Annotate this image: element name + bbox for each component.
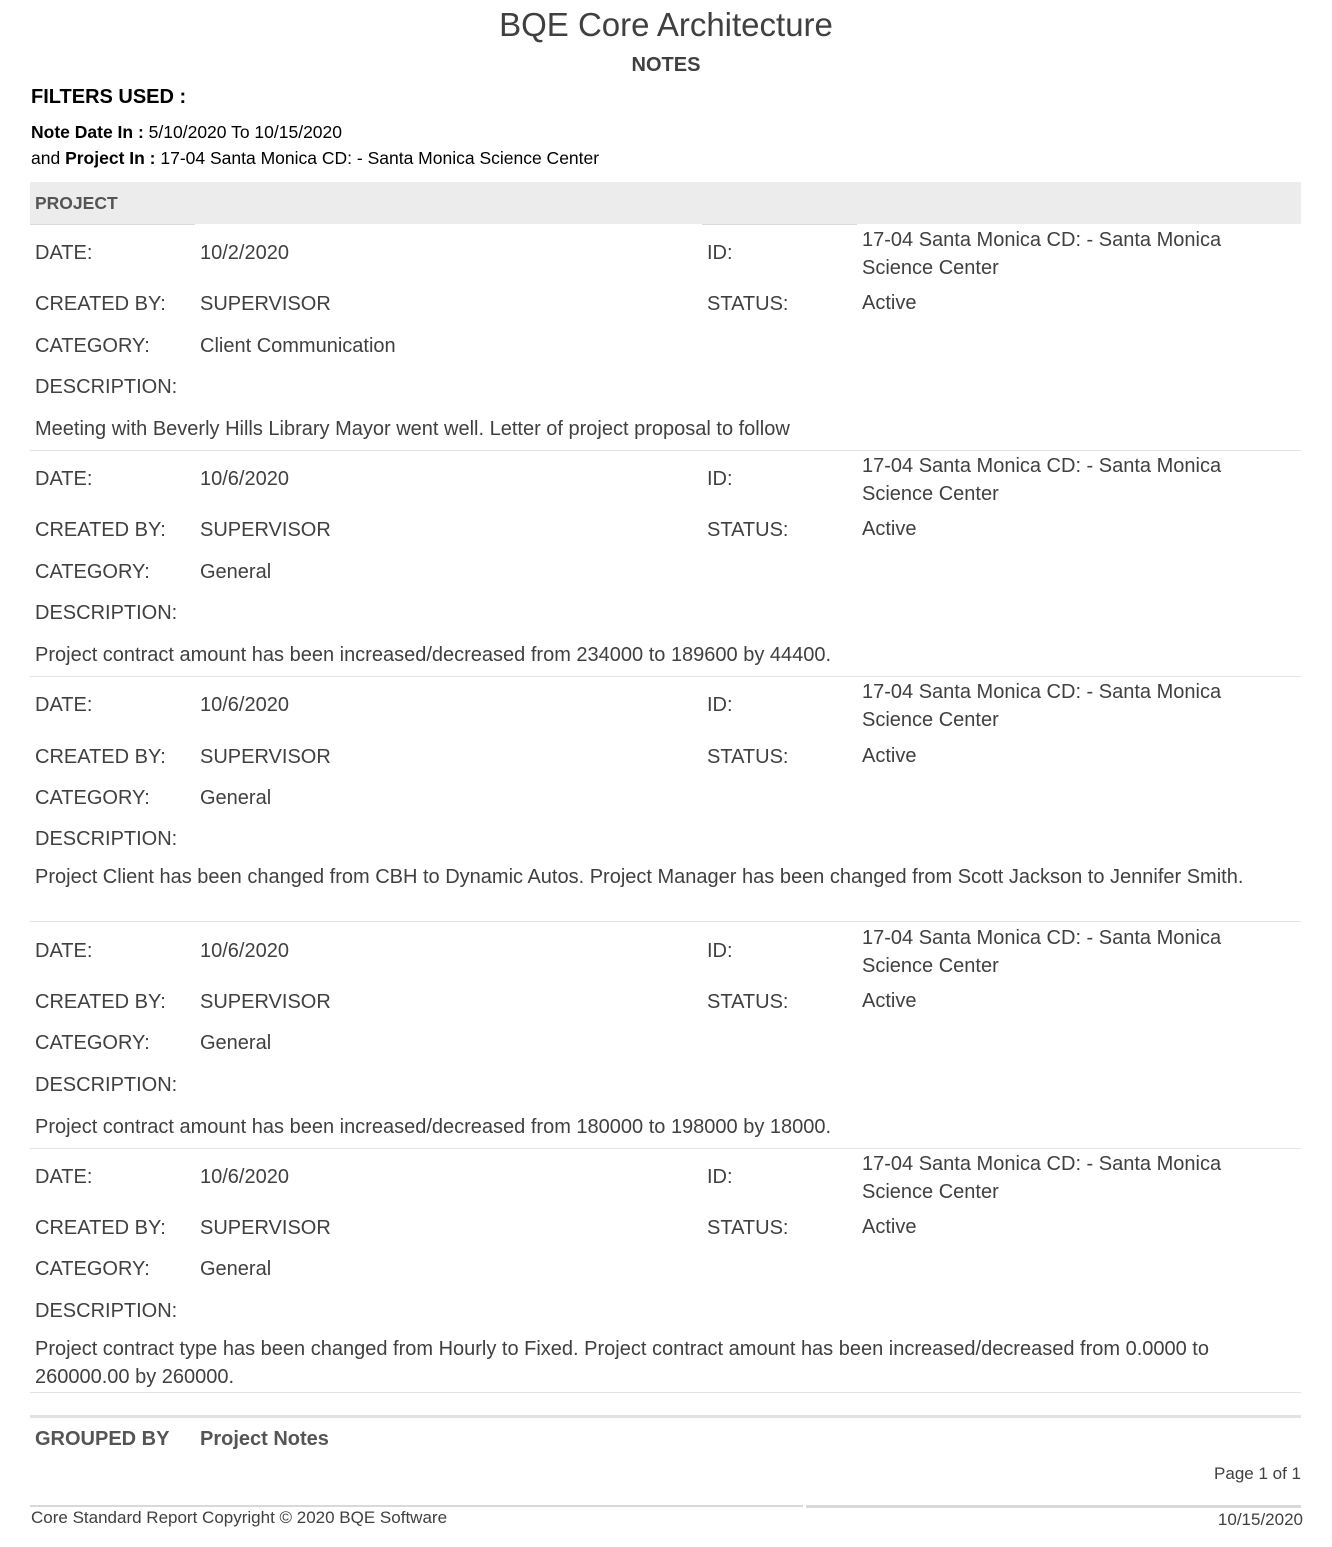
id-value: 17-04 Santa Monica CD: - Santa Monica Science Center (862, 455, 1222, 505)
id-label: ID: (707, 940, 733, 962)
description-label: DESCRIPTION: (35, 828, 178, 850)
filter-date-label: Note Date In : (31, 122, 144, 142)
note-divider (30, 1148, 1301, 1149)
created-by-value: SUPERVISOR (200, 746, 331, 768)
date-label: DATE: (35, 1166, 93, 1188)
note-record (30, 452, 1301, 676)
date-value: 10/6/2020 (200, 940, 289, 962)
description-text: Project contract type has been changed from Hourly to Fixed. Project contract amount has been increased/decreased from 0.0000 to 260000.00 by 260000. (35, 1338, 1209, 1388)
note-divider (30, 450, 1301, 451)
grouped-by-label: GROUPED BY (35, 1428, 170, 1450)
status-value: Active (862, 745, 917, 767)
id-label: ID: (707, 242, 733, 264)
category-label: CATEGORY: (35, 1258, 150, 1280)
created-by-value: SUPERVISOR (200, 293, 331, 315)
group-header-label: PROJECT (35, 193, 118, 213)
created-by-label: CREATED BY: (35, 746, 166, 768)
category-value: General (200, 787, 272, 809)
bottom-rule-right (806, 1505, 1301, 1508)
date-label: DATE: (35, 940, 93, 962)
note-record (30, 924, 1301, 1148)
date-value: 10/6/2020 (200, 468, 289, 490)
status-label: STATUS: (707, 991, 789, 1013)
bottom-rule-left (30, 1505, 803, 1507)
status-value: Active (862, 518, 917, 540)
created-by-value: SUPERVISOR (200, 991, 331, 1013)
status-value: Active (862, 1216, 917, 1238)
description-text: Meeting with Beverly Hills Library Mayor went well. Letter of project proposal to follow (35, 418, 790, 440)
category-label: CATEGORY: (35, 787, 150, 809)
created-by-value: SUPERVISOR (200, 519, 331, 541)
created-by-label: CREATED BY: (35, 1217, 166, 1239)
category-value: General (200, 561, 272, 583)
status-label: STATUS: (707, 746, 789, 768)
category-label: CATEGORY: (35, 561, 150, 583)
description-label: DESCRIPTION: (35, 1300, 178, 1322)
filter-date-line (31, 122, 342, 143)
created-by-value: SUPERVISOR (200, 1217, 331, 1239)
created-by-label: CREATED BY: (35, 519, 166, 541)
category-value: General (200, 1032, 272, 1054)
description-label: DESCRIPTION: (35, 376, 178, 398)
created-by-label: CREATED BY: (35, 293, 166, 315)
group-header (30, 182, 1301, 224)
filters-heading: FILTERS USED : (31, 86, 187, 108)
date-value: 10/2/2020 (200, 242, 289, 264)
id-value: 17-04 Santa Monica CD: - Santa Monica Science Center (862, 681, 1222, 731)
copyright-text: Core Standard Report Copyright © 2020 BQE Software (31, 1508, 448, 1527)
filter-project-line (31, 148, 599, 169)
note-divider (30, 1392, 1301, 1393)
date-label: DATE: (35, 242, 93, 264)
category-label: CATEGORY: (35, 1032, 150, 1054)
description-text: Project contract amount has been increased/decreased from 234000 to 189600 by 44400. (35, 644, 832, 666)
filter-project-value: 17-04 Santa Monica CD: - Santa Monica Science Center (160, 148, 600, 168)
page-number: Page 1 of 1 (1214, 1464, 1301, 1483)
category-label: CATEGORY: (35, 335, 150, 357)
status-value: Active (862, 292, 917, 314)
note-divider (30, 921, 1301, 922)
filter-project-label: Project In : (65, 148, 156, 168)
id-value: 17-04 Santa Monica CD: - Santa Monica Science Center (862, 1153, 1222, 1203)
description-text: Project contract amount has been increased/decreased from 180000 to 198000 by 18000. (35, 1116, 832, 1138)
description-text: Project Client has been changed from CBH to Dynamic Autos. Project Manager has been changed from Scott Jackson to Jennifer Smith. (35, 866, 1244, 888)
report-title: BQE Core Architecture (499, 6, 833, 43)
report-subtitle: NOTES (631, 54, 701, 76)
status-label: STATUS: (707, 293, 789, 315)
created-by-label: CREATED BY: (35, 991, 166, 1013)
group-underline-left (30, 224, 195, 225)
date-value: 10/6/2020 (200, 694, 289, 716)
note-divider (30, 676, 1301, 677)
note-record (30, 678, 1301, 921)
filter-and-text: and (31, 148, 61, 168)
group-underline-right (702, 224, 857, 225)
date-value: 10/6/2020 (200, 1166, 289, 1188)
status-label: STATUS: (707, 519, 789, 541)
category-value: Client Communication (200, 335, 396, 357)
note-record (30, 1150, 1301, 1393)
category-value: General (200, 1258, 272, 1280)
id-label: ID: (707, 694, 733, 716)
status-label: STATUS: (707, 1217, 789, 1239)
date-label: DATE: (35, 694, 93, 716)
filter-date-value: 5/10/2020 To 10/15/2020 (148, 122, 343, 142)
id-value: 17-04 Santa Monica CD: - Santa Monica Science Center (862, 229, 1222, 279)
note-record (30, 226, 1301, 450)
id-label: ID: (707, 468, 733, 490)
grouped-by-value: Project Notes (200, 1428, 329, 1450)
id-value: 17-04 Santa Monica CD: - Santa Monica Science Center (862, 927, 1222, 977)
print-date: 10/15/2020 (1217, 1510, 1303, 1529)
description-label: DESCRIPTION: (35, 602, 178, 624)
id-label: ID: (707, 1166, 733, 1188)
footer-rule (30, 1415, 1301, 1418)
status-value: Active (862, 990, 917, 1012)
date-label: DATE: (35, 468, 93, 490)
description-label: DESCRIPTION: (35, 1074, 178, 1096)
